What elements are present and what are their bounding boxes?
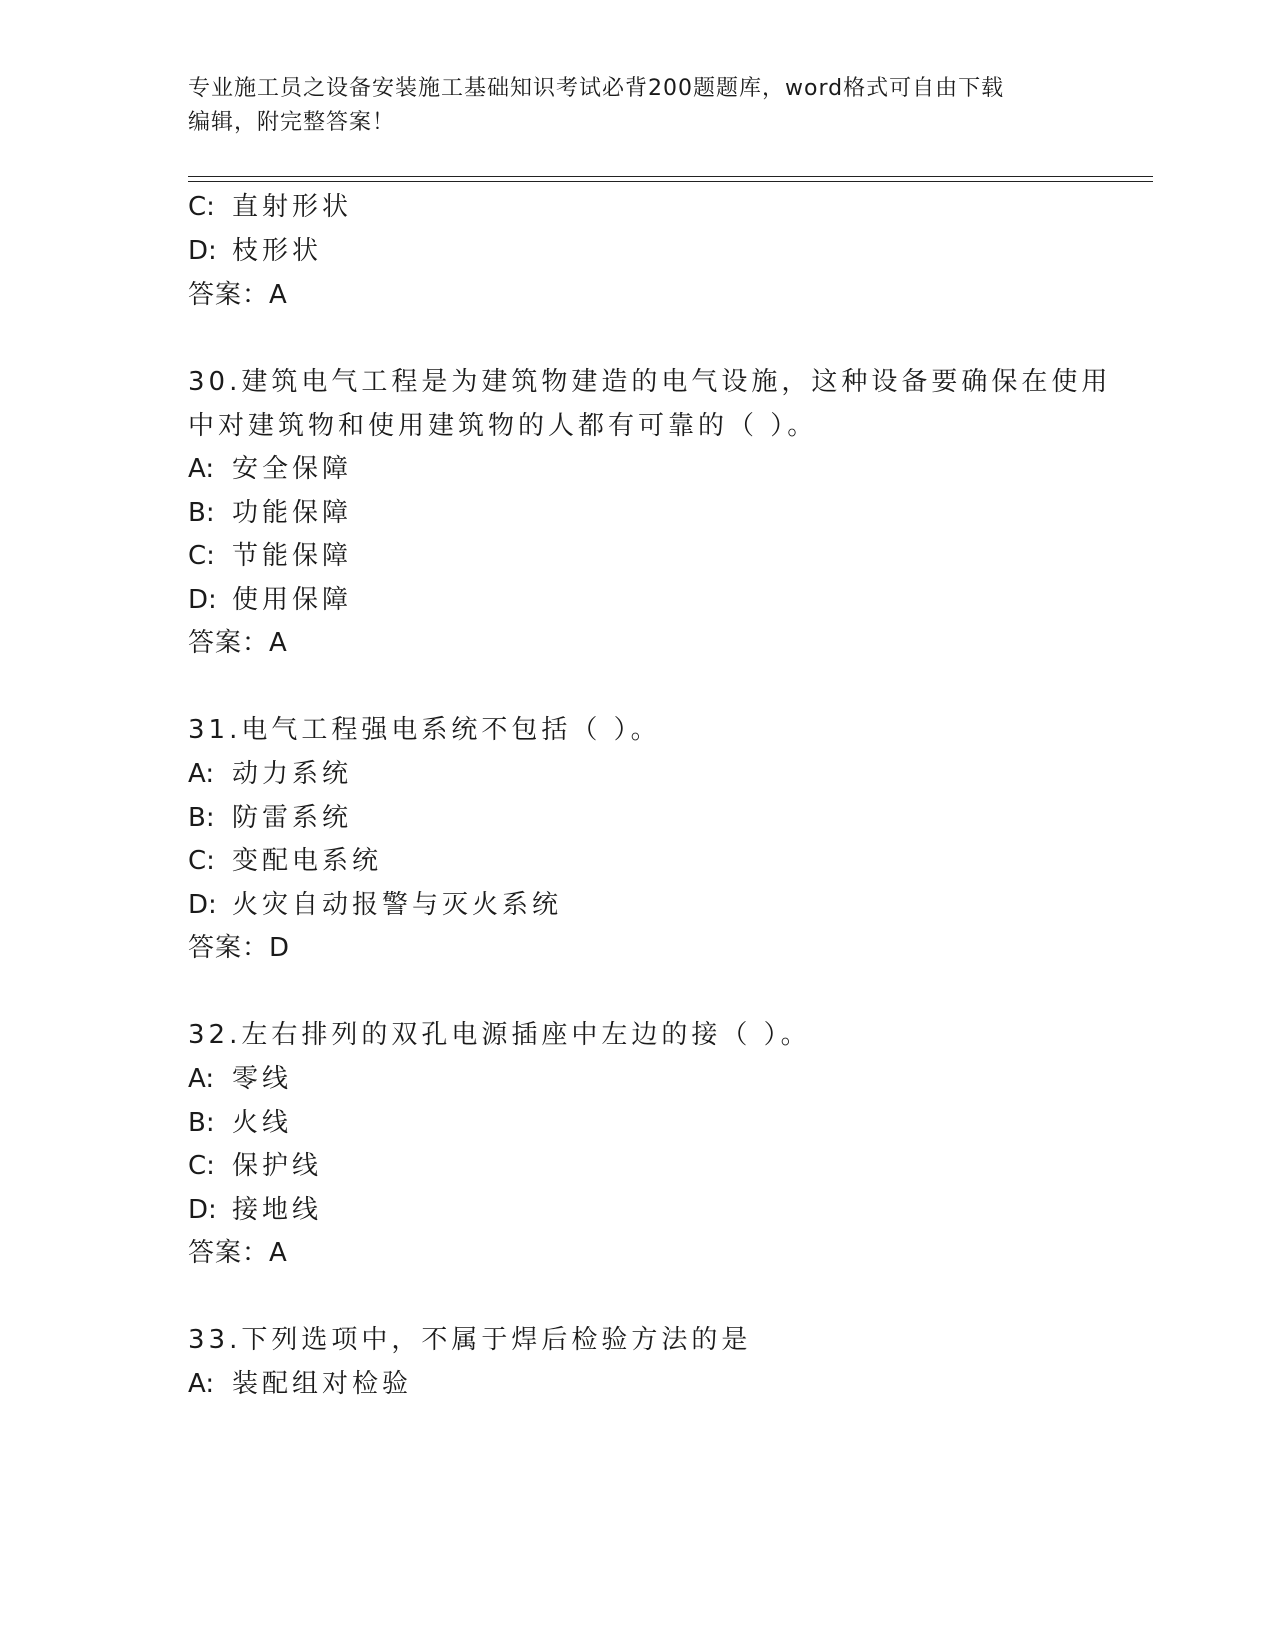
document-header [188, 72, 1088, 140]
answer-line: 答案：D [188, 933, 291, 963]
option-a: A: 装配组对检验 [188, 1369, 413, 1399]
question-30-line-1: 30.建筑电气工程是为建筑物建造的电气设施，这种设备要确保在使用 [188, 367, 1112, 397]
answer-line: 答案：A [188, 628, 288, 658]
option-d: D: 使用保障 [188, 585, 353, 615]
option-c: C: 直射形状 [188, 192, 353, 222]
option-b: B: 功能保障 [188, 498, 353, 528]
header-rule-top [188, 176, 1153, 177]
header-rule-bottom [188, 181, 1153, 182]
question-31-line-1: 31.电气工程强电系统不包括（ ）。 [188, 715, 661, 745]
option-a: A: 安全保障 [188, 454, 353, 484]
question-32-line-1: 32.左右排列的双孔电源插座中左边的接（ ）。 [188, 1020, 811, 1050]
option-c: C: 变配电系统 [188, 846, 383, 876]
option-c: C: 节能保障 [188, 541, 353, 571]
option-b: B: 防雷系统 [188, 803, 353, 833]
answer-line: 答案：A [188, 1238, 288, 1268]
option-c: C: 保护线 [188, 1151, 323, 1181]
header-line-2: 编辑，附完整答案！ [188, 110, 396, 135]
option-a: A: 零线 [188, 1064, 293, 1094]
answer-line: 答案：A [188, 280, 288, 310]
question-30-line-2: 中对建筑物和使用建筑物的人都有可靠的（ ）。 [188, 411, 818, 441]
option-d: D: 接地线 [188, 1195, 323, 1225]
option-d: D: 火灾自动报警与灭火系统 [188, 890, 563, 920]
header-line-1: 专业施工员之设备安装施工基础知识考试必背200题题库，word格式可自由下载 [188, 76, 1005, 101]
option-a: A: 动力系统 [188, 759, 353, 789]
option-b: B: 火线 [188, 1108, 293, 1138]
question-33-line-1: 33.下列选项中，不属于焊后检验方法的是 [188, 1325, 752, 1355]
option-d: D: 枝形状 [188, 236, 323, 266]
